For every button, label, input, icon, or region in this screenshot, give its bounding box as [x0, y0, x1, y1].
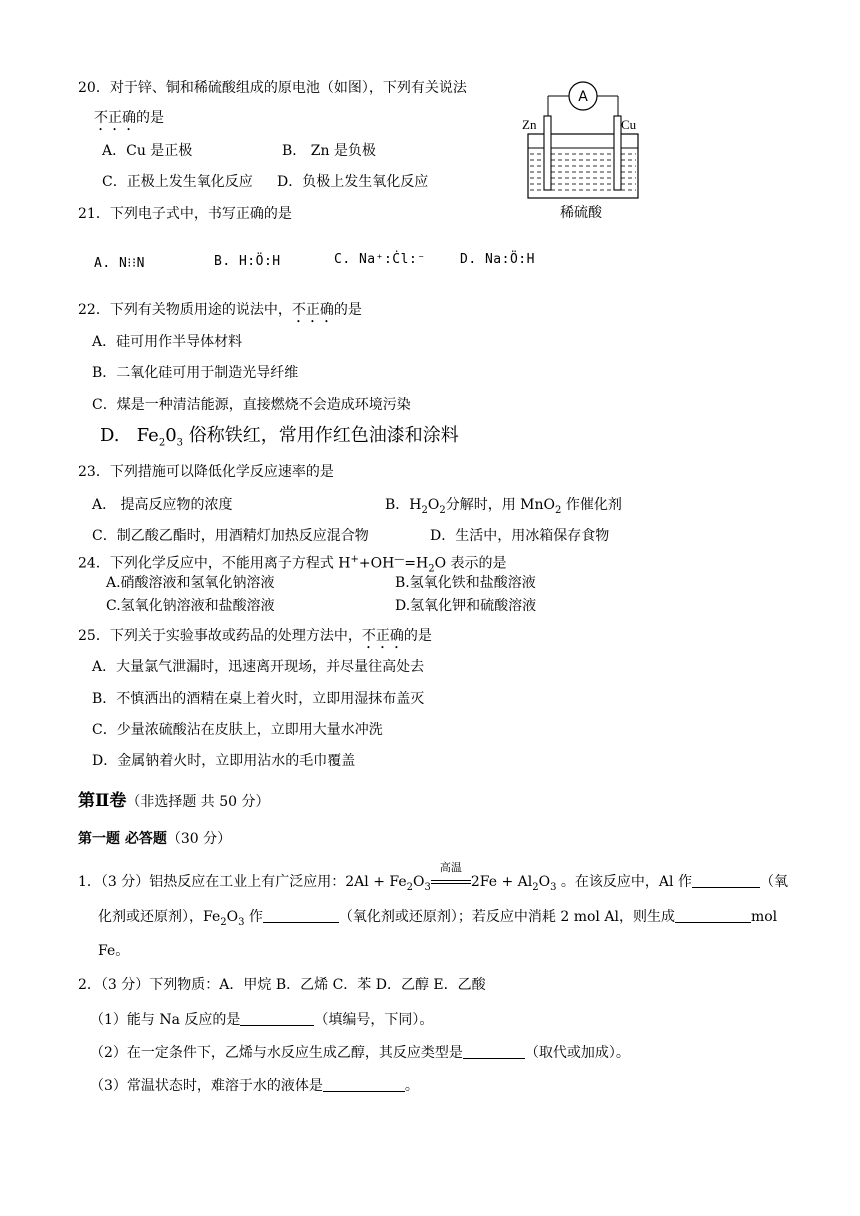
q22-option-b: B．二氧化硅可用于制造光导纤维 — [92, 365, 299, 381]
ammeter-label: A — [578, 89, 588, 105]
q23-option-c: C．制乙酸乙酯时，用酒精灯加热反应混合物 — [92, 528, 369, 544]
emphasis-not-correct: 不正确 — [361, 628, 404, 644]
zn-electrode — [544, 116, 551, 190]
answer-blank[interactable] — [263, 908, 339, 923]
problem-1-line-1: 1．（3 分）铝热反应在工业上有广泛应用：$2Al + Fe_2O_3$ 高温 $2Fe + Al_2O_3$ 。在该反应中，Al 作 （氧 — [78, 861, 788, 893]
q24-option-b: B.氢氧化铁和盐酸溶液 — [395, 575, 536, 591]
q22-stem: 22．下列有关物质用途的说法中，不正确的是 — [78, 302, 362, 318]
figure-caption: 稀硫酸 — [560, 205, 602, 221]
answer-blank[interactable] — [323, 1077, 405, 1092]
q23-option-d: D．生活中，用冰箱保存食物 — [430, 528, 610, 544]
problem-2-stem: 2．（3 分）下列物质：A．甲烷 B．乙烯 C．苯 D．乙醇 E．乙酸 — [78, 977, 486, 993]
problem-2-sub-3: （3）常温状态时，难溶于水的液体是 。 — [90, 1078, 419, 1094]
q25-stem: 25．下列关于实验事故或药品的处理方法中，不正确的是 — [78, 628, 432, 644]
q23-option-b: B．$H_2O_2$分解时，用 MnO$_2$ 作催化剂 — [385, 497, 622, 516]
q23-option-a: A． 提高反应物的浓度 — [92, 497, 233, 513]
q20-option-a: A．Cu 是正极 — [102, 143, 193, 159]
zn-label: Zn — [522, 117, 537, 132]
q20-option-b: B． Zn 是负极 — [282, 143, 376, 159]
answer-blank[interactable] — [463, 1044, 525, 1059]
q25-option-b: B．不慎洒出的酒精在桌上着火时，立即用湿抹布盖灭 — [92, 691, 425, 707]
problem-1-line-2: 化剂或还原剂），$Fe_2O_3$ 作 （氧化剂或还原剂）；若反应中消耗 2 mol Al，则生成 mol — [98, 909, 778, 928]
q22-option-a: A．硅可用作半导体材料 — [92, 334, 243, 350]
q20-stem: 20．对于锌、铜和稀硫酸组成的原电池（如图），下列有关说法 — [78, 80, 467, 96]
q21-option-c: C. Na⁺:Ċl:⁻ — [334, 252, 426, 267]
cu-label: Cu — [621, 117, 637, 132]
q20-option-d: D．负极上发生氧化反应 — [277, 174, 429, 190]
cu-electrode — [614, 116, 621, 190]
q21-option-b: B. H:Ö:H — [214, 254, 281, 269]
problem-2-sub-2: （2）在一定条件下，乙烯与水反应生成乙醇，其反应类型是 （取代或加成）。 — [90, 1045, 630, 1061]
part-two-title: 第Ⅱ卷 — [78, 791, 127, 811]
section-heading: 第一题 必答题（30 分） — [78, 831, 232, 847]
q25-option-d: D．金属钠着火时，立即用沾水的毛巾覆盖 — [92, 753, 356, 769]
q24-option-c: C.氢氧化钠溶液和盐酸溶液 — [106, 598, 275, 614]
q24-stem: 24．下列化学反应中，不能用离子方程式 $H^++OH^—=H_2O$ 表示的是 — [78, 554, 507, 575]
q23-stem: 23．下列措施可以降低化学反应速率的是 — [78, 464, 334, 480]
q25-option-c: C．少量浓硫酸沾在皮肤上，立即用大量水冲洗 — [92, 722, 383, 738]
q21-option-d: D. Na:Ö:H — [460, 252, 535, 267]
q25-option-a: A．大量氯气泄漏时，迅速离开现场，并尽量往高处去 — [92, 659, 425, 675]
emphasis-not-correct: 不正确 — [94, 110, 136, 126]
q21-stem: 21．下列电子式中，书写正确的是 — [78, 206, 292, 222]
problem-1-line-3: Fe。 — [98, 943, 130, 959]
problem-2-sub-1: （1）能与 Na 反应的是 （填编号，下同）。 — [90, 1012, 434, 1028]
q20-stem-cont: 不正确的是 — [94, 110, 164, 126]
part-two-heading — [78, 790, 270, 813]
q24-option-a: A.硝酸溶液和氢氧化钠溶液 — [106, 575, 275, 591]
answer-blank[interactable] — [240, 1011, 314, 1026]
emphasis-not-correct: 不正确 — [291, 302, 334, 318]
answer-blank[interactable] — [675, 908, 751, 923]
q22-option-c: C．煤是一种清洁能源，直接燃烧不会造成环境污染 — [92, 397, 411, 413]
reaction-arrow: 高温 — [431, 874, 471, 888]
q20-option-c: C．正极上发生氧化反应 — [102, 174, 253, 190]
q24-option-d: D.氢氧化钾和硫酸溶液 — [395, 598, 537, 614]
part-two-subtitle: （非选择题 共 50 分） — [126, 794, 270, 810]
answer-blank[interactable] — [692, 873, 760, 888]
q22-option-d: D. $Fe_20_3$ 俗称铁红，常用作红色油漆和涂料 — [100, 425, 459, 449]
q21-option-a: A. N⁝⁝N — [94, 256, 145, 271]
